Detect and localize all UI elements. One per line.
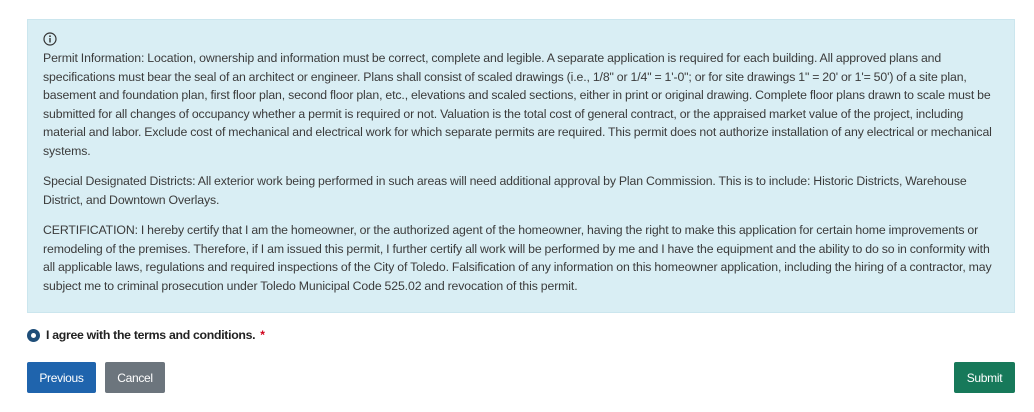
previous-button[interactable]: Previous (27, 362, 96, 393)
agree-radio-button[interactable] (27, 329, 40, 342)
required-indicator: * (260, 328, 265, 342)
cancel-button[interactable]: Cancel (105, 362, 165, 393)
terms-info-panel (27, 19, 1015, 313)
agree-label[interactable]: I agree with the terms and conditions. (46, 328, 256, 342)
permit-information-text: Permit Information: Location, ownership and information must be correct, complete and legible. A separate application is required for each building. All approved plans and specifications must bear the seal of an architect or engineer. Plans shall consist of scaled drawings (i.e., 1/8" or 1/4" = 1'-0"; or for site drawings 1" = 20' or 1'= 50') of a site plan, basement and foundation plan, first floor plan, second floor plan, etc., elevations and scaled sections, either in print or original drawing. Complete floor plans drawn to scale must be submitted for all changes of occupancy whether a permit is required or not. Valuation is the total cost of general contract, or the appraised market value of the project, including material and labor. Exclude cost of mechanical and electrical work for which separate permits are required. This permit does not authorize installation of any electrical or mechanical systems. (43, 51, 992, 158)
special-districts-text: Special Designated Districts: All exterior work being performed in such areas will need additional approval by Plan Commission. This is to include: Historic Districts, Warehouse District, and Downtown Overlays. (43, 174, 967, 207)
certification-text: CERTIFICATION: I hereby certify that I am the homeowner, or the authorized agent of the homeowner, having the right to make this application for certain home improvements or remodeling of the premises. Therefore, if I am issued this permit, I further certify all work will be performed by me and I have the equipment and the ability to do so in conformity with all applicable laws, regulations and required inspections of the City of Toledo. Falsification of any information on this homeowner application, including the hiring of a contractor, may subject me to criminal prosecution under Toledo Municipal Code 525.02 and revocation of this permit. (43, 223, 992, 293)
info-circle-icon (43, 32, 57, 46)
submit-button[interactable]: Submit (954, 362, 1015, 393)
terms-agreement-option[interactable] (27, 327, 265, 343)
